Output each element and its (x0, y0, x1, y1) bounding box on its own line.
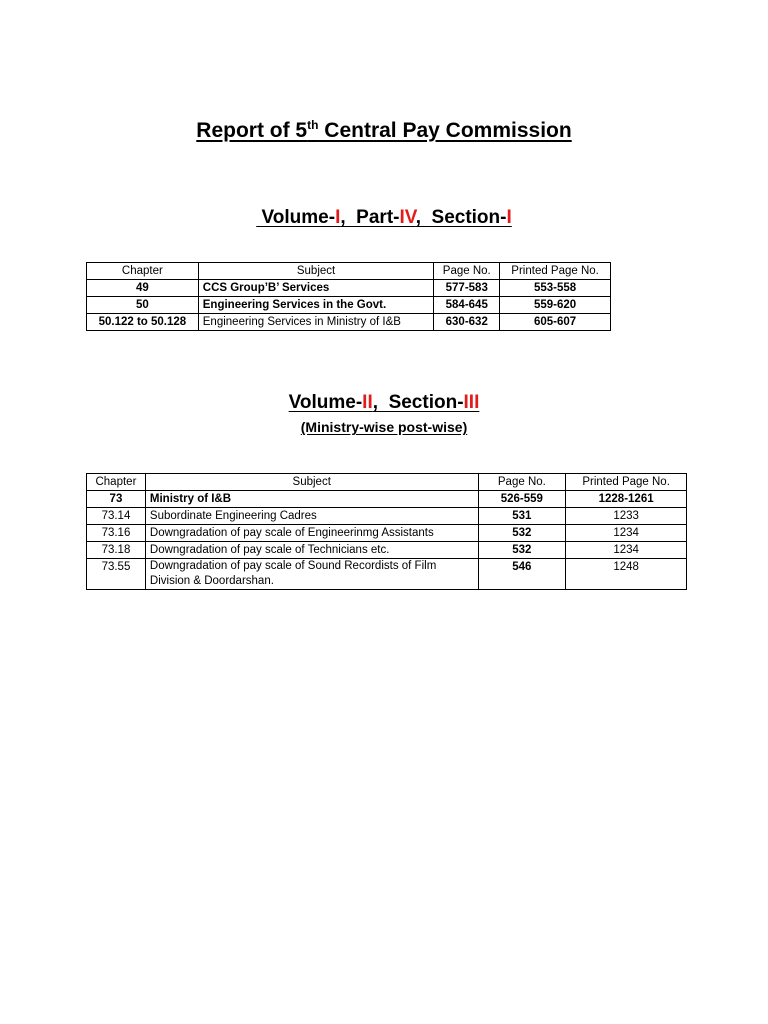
cell-chapter: 73.18 (87, 542, 146, 559)
header-page-no: Page No. (478, 474, 566, 491)
cell-printed: 559-620 (500, 297, 611, 314)
header-subject: Subject (145, 474, 478, 491)
header-printed-page-no: Printed Page No. (566, 474, 687, 491)
header-chapter: Chapter (87, 474, 146, 491)
report-title-text (196, 119, 571, 142)
volume2-label: Volume- (288, 392, 363, 413)
part-number: IV (399, 207, 416, 228)
title-suffix: Central Pay Commission (318, 119, 572, 142)
cell-printed: 1248 (566, 559, 687, 590)
table-row (87, 559, 687, 590)
volume2-table (86, 473, 687, 590)
volume1-table (86, 262, 611, 331)
cell-subject: Engineering Services in Ministry of I&B (198, 314, 434, 331)
volume1-number: I (335, 207, 341, 228)
cell-printed: 1228-1261 (566, 491, 687, 508)
table-header-row (87, 263, 611, 280)
cell-page: 577-583 (434, 280, 500, 297)
cell-page: 584-645 (434, 297, 500, 314)
cell-printed: 1233 (566, 508, 687, 525)
cell-printed: 1234 (566, 525, 687, 542)
header-page-no: Page No. (434, 263, 500, 280)
section1-label: , Section- (415, 207, 507, 228)
table-row (87, 542, 687, 559)
cell-chapter: 50.122 to 50.128 (87, 314, 199, 331)
cell-printed: 553-558 (500, 280, 611, 297)
volume1-heading (0, 207, 768, 229)
cell-page: 546 (478, 559, 566, 590)
volume2-heading-text (289, 392, 480, 413)
cell-page: 531 (478, 508, 566, 525)
table-row (87, 508, 687, 525)
header-subject: Subject (198, 263, 434, 280)
section3-number: III (463, 392, 480, 413)
volume1-label: Volume- (261, 207, 336, 228)
table-row (87, 525, 687, 542)
cell-page: 526-559 (478, 491, 566, 508)
cell-subject: Downgradation of pay scale of Sound Recordists of Film Division & Doordarshan. (145, 559, 478, 590)
volume2-heading (0, 392, 768, 414)
cell-subject: CCS Group’B’ Services (198, 280, 434, 297)
cell-page: 630-632 (434, 314, 500, 331)
cell-page: 532 (478, 525, 566, 542)
table-header-row (87, 474, 687, 491)
title-prefix: Report of 5 (196, 119, 308, 142)
table-row (87, 280, 611, 297)
report-title (0, 118, 768, 143)
header-chapter: Chapter (87, 263, 199, 280)
header-printed-page-no: Printed Page No. (500, 263, 611, 280)
volume2-subheading-text: (Ministry-wise post-wise) (300, 419, 468, 435)
cell-chapter: 73.16 (87, 525, 146, 542)
cell-subject: Subordinate Engineering Cadres (145, 508, 478, 525)
volume2-number: II (362, 392, 373, 413)
cell-subject: Engineering Services in the Govt. (198, 297, 434, 314)
cell-printed: 605-607 (500, 314, 611, 331)
cell-chapter: 50 (87, 297, 199, 314)
volume1-heading-text (256, 207, 512, 228)
cell-chapter: 73.14 (87, 508, 146, 525)
cell-chapter: 73.55 (87, 559, 146, 590)
section3-label: , Section- (372, 392, 464, 413)
cell-printed: 1234 (566, 542, 687, 559)
volume2-subheading (0, 419, 768, 435)
cell-subject: Downgradation of pay scale of Technicians etc. (145, 542, 478, 559)
table-row (87, 491, 687, 508)
title-superscript: th (307, 118, 319, 132)
cell-subject: Ministry of I&B (145, 491, 478, 508)
part-label: , Part- (340, 207, 400, 228)
cell-page: 532 (478, 542, 566, 559)
cell-chapter: 73 (87, 491, 146, 508)
section1-number: I (506, 207, 512, 228)
table-row (87, 297, 611, 314)
cell-chapter: 49 (87, 280, 199, 297)
cell-subject: Downgradation of pay scale of Engineerinmg Assistants (145, 525, 478, 542)
table-row (87, 314, 611, 331)
